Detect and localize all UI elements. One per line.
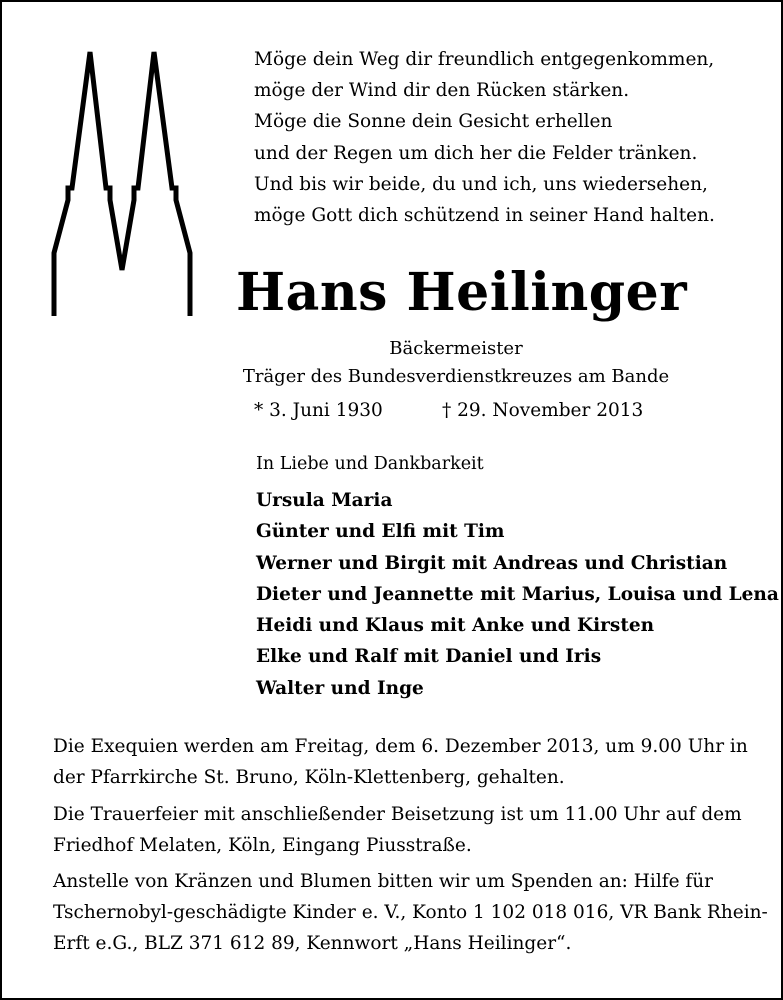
mourners-intro: In Liebe und Dankbarkeit (256, 454, 484, 474)
poem-line: Und bis wir beide, du und ich, uns wiedersehen, (254, 173, 708, 195)
notice-line: Friedhof Melaten, Köln, Eingang Piusstraße. (53, 835, 472, 857)
burial-notice (53, 799, 742, 861)
poem-line: möge der Wind dir den Rücken stärken. (254, 80, 630, 102)
notice-line: Die Exequien werden am Freitag, dem 6. Dezember 2013, um 9.00 Uhr in (53, 736, 748, 757)
mourner-entry: Heidi und Klaus mit Anke und Kirsten (256, 615, 655, 637)
mourner-entry: Dieter und Jeannette mit Marius, Louisa und Lena (256, 583, 779, 605)
poem-line: Möge die Sonne dein Gesicht erhellen (254, 111, 613, 133)
mourner-entry: Walter und Inge (256, 677, 424, 699)
mourner-entry: Werner und Birgit mit Andreas und Christian (256, 552, 728, 574)
notice-line: Tschernobyl-geschädigte Kinder e. V., Konto 1 102 018 016, VR Bank Rhein- (53, 902, 768, 924)
exequien-notice (53, 731, 748, 793)
cologne-cathedral-icon (48, 48, 196, 320)
mourner-entry: Elke und Ralf mit Daniel und Iris (256, 646, 602, 668)
mourners-list (256, 485, 779, 704)
donation-notice (53, 866, 768, 960)
mourner-entry: Ursula Maria (256, 490, 393, 511)
birth-date: * 3. Juni 1930 (254, 400, 383, 421)
deceased-honor: Träger des Bundesverdienstkreuzes am Bande (242, 366, 670, 387)
notice-line: der Pfarrkirche St. Bruno, Köln-Klettenberg, gehalten. (53, 767, 565, 789)
notice-line: Anstelle von Kränzen und Blumen bitten wir um Spenden an: Hilfe für (53, 871, 714, 892)
notice-line: Erft e.G., BLZ 371 612 89, Kennwort „Hans Heilinger“. (53, 933, 572, 955)
mourner-entry: Günter und Elfi mit Tim (256, 521, 505, 543)
poem-line: und der Regen um dich her die Felder tränken. (254, 142, 698, 164)
poem-line: möge Gott dich schützend in seiner Hand halten. (254, 205, 715, 227)
death-date: † 29. November 2013 (442, 400, 644, 421)
poem-line: Möge dein Weg dir freundlich entgegenkommen, (254, 49, 715, 70)
poem (254, 44, 754, 231)
deceased-profession: Bäckermeister (389, 338, 523, 359)
deceased-name: Hans Heilinger (236, 262, 688, 323)
notice-line: Die Trauerfeier mit anschließender Beisetzung ist um 11.00 Uhr auf dem (53, 804, 742, 825)
